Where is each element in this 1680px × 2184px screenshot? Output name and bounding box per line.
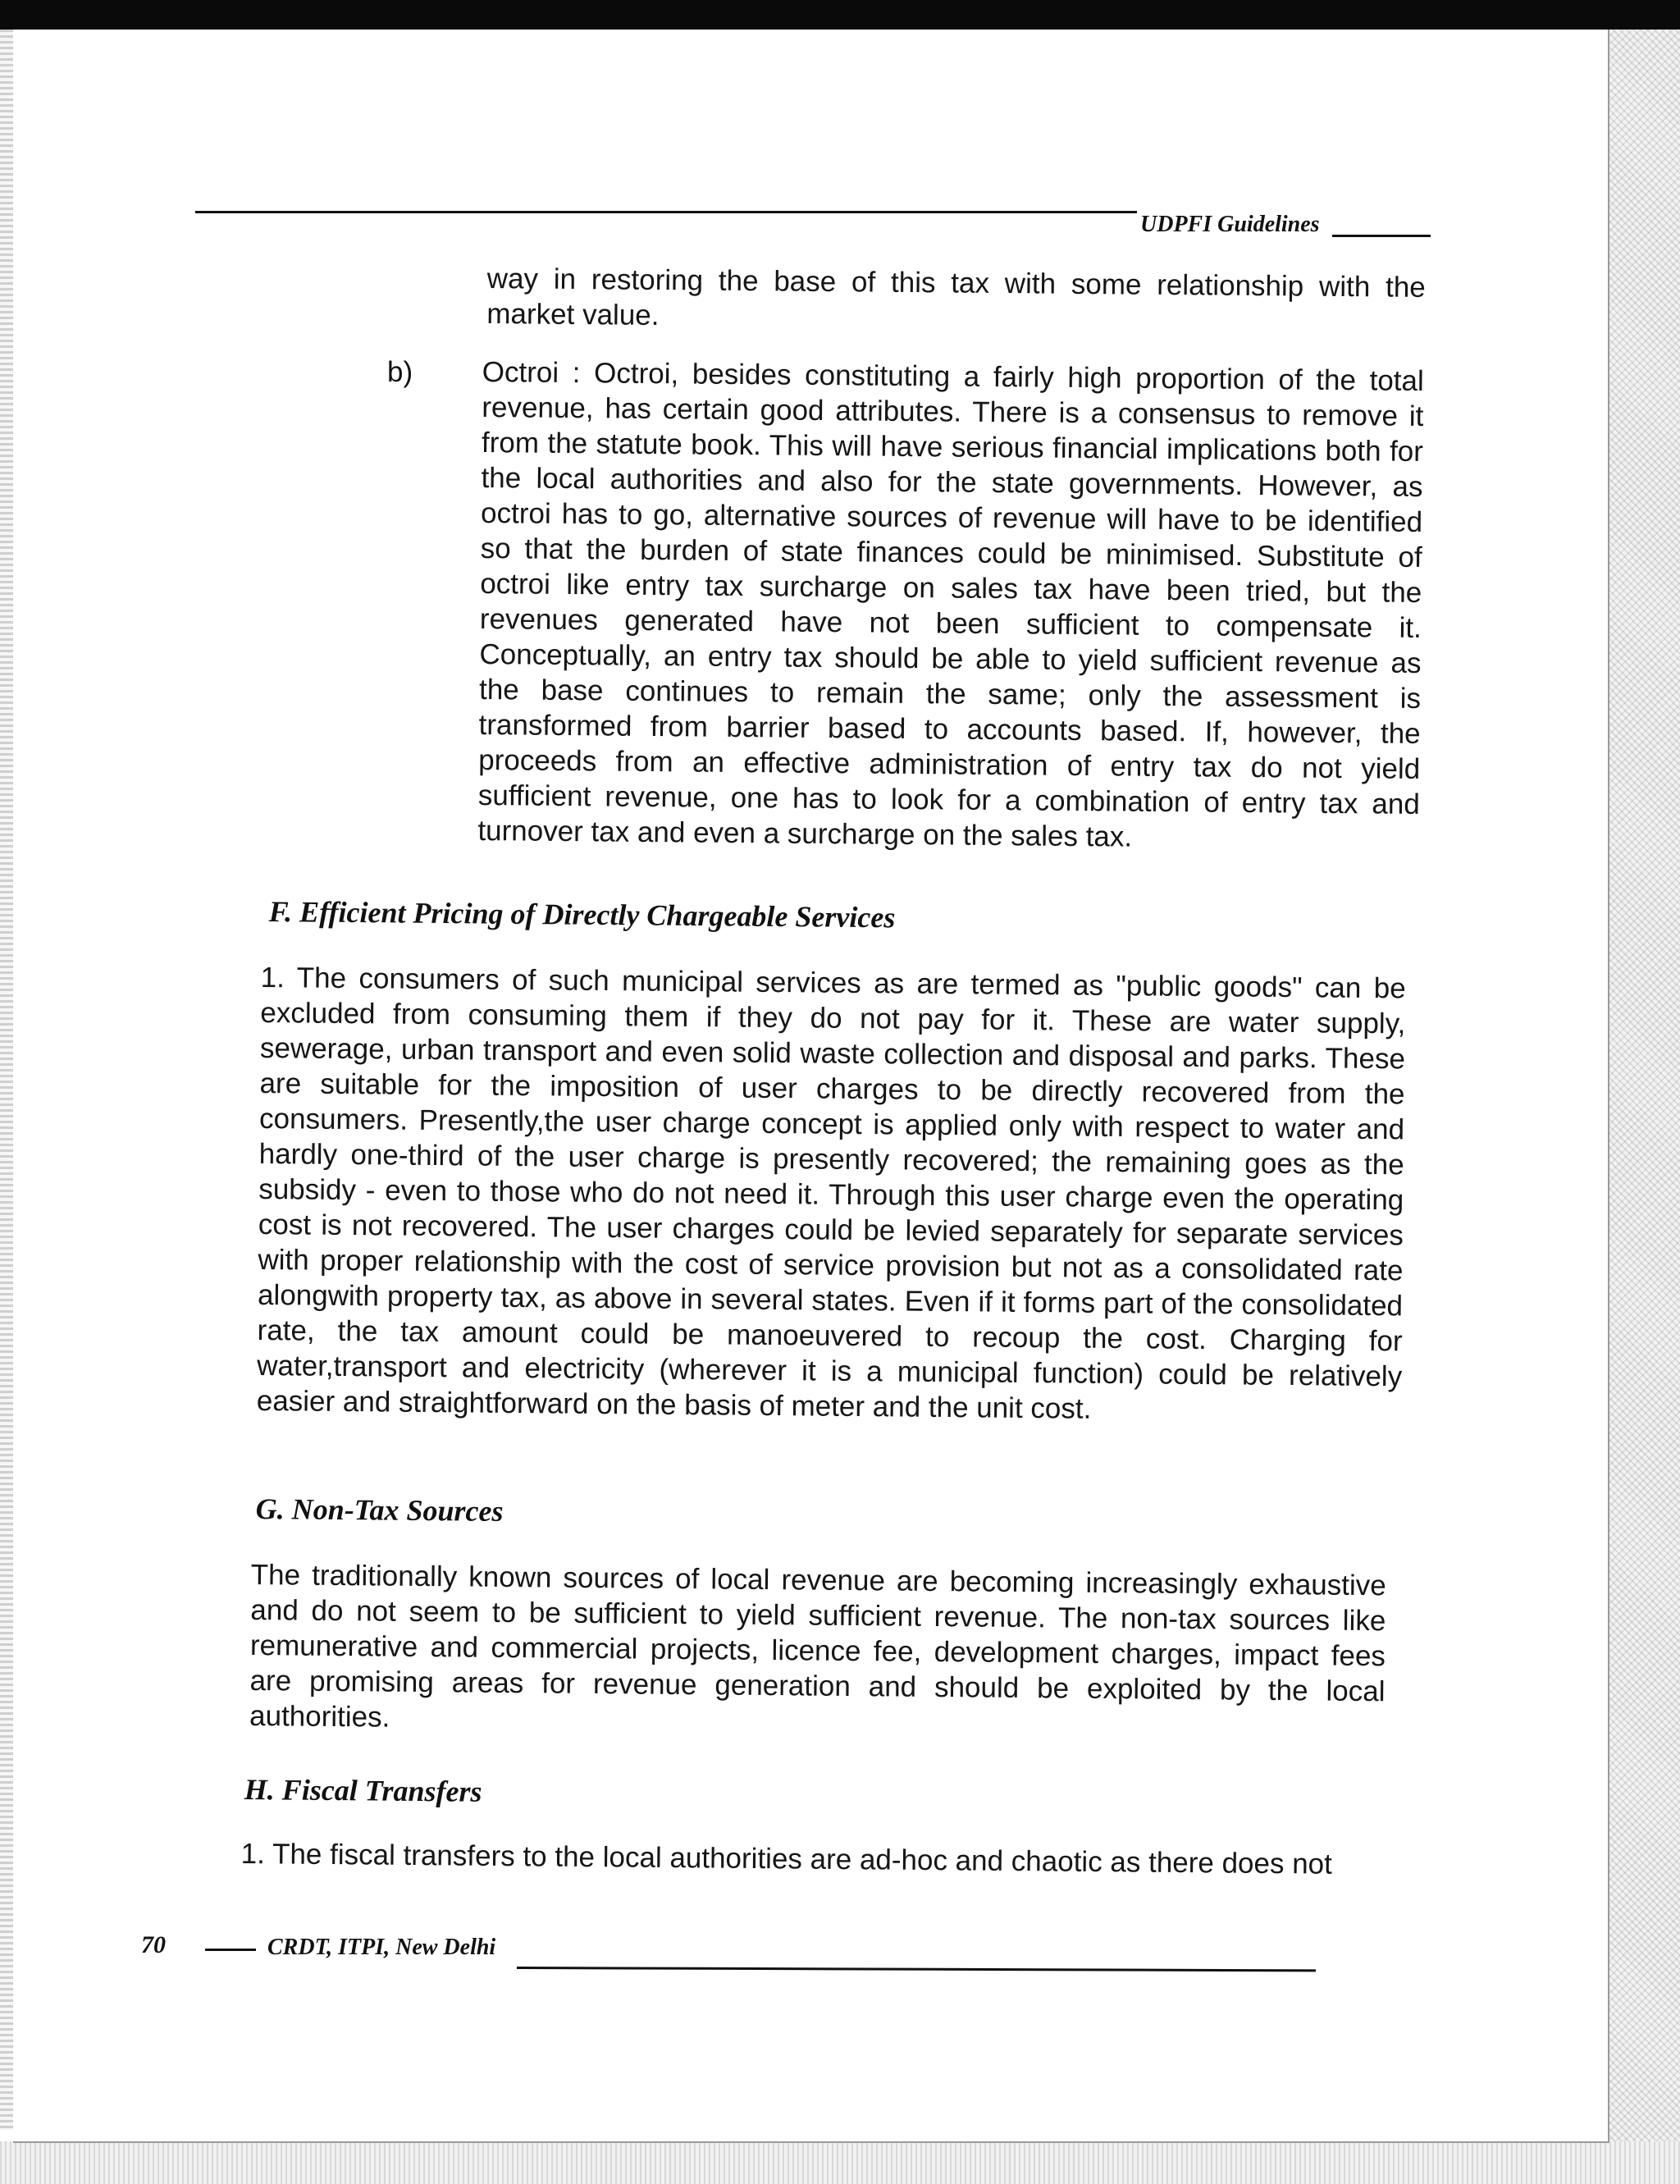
scan-top-border: [0, 0, 1680, 30]
section-g-heading: G. Non-Tax Sources: [255, 1492, 504, 1528]
octroi-paragraph: Octroi : Octroi, besides constituting a fairly high proportion of the total revenue, has certain good attributes. There is a consensus to remove it from the statute book. This will have serious financial implications both for the local authorities and also for the state governments. However, as octroi has to go, alternative sources of revenue will have to be identified so that the burden of state finances could be minimised. Substitute of octroi like entry tax surcharge on sales tax have been tried, but the revenues generated have not been sufficient to compensate it. Conceptually, an entry tax should be able to yield sufficient revenue as the base continues to remain the same; only the assessment is transformed from barrier based to accounts based. If, however, the proceeds from an effective administration of entry tax do not yield sufficient revenue, one has to look for a combination of entry tax and turnover tax and even a surcharge on the sales tax.: [477, 355, 1424, 853]
footer-title: CRDT, ITPI, New Delhi: [267, 1935, 496, 1960]
section-h-paragraph-1: 1. The fiscal transfers to the local authorities are ad-hoc and chaotic as there does not: [240, 1838, 1333, 1880]
section-h-heading: H. Fiscal Transfers: [244, 1773, 482, 1808]
page-number: 70: [141, 1931, 166, 1958]
list-marker-b: b): [387, 356, 413, 388]
header-rule-right: [1332, 235, 1431, 237]
footer-rule-left: [205, 1949, 256, 1951]
scan-right-edge: [1608, 30, 1680, 2184]
header-title: UDPFI Guidelines: [1140, 212, 1320, 237]
scan-left-edge: [0, 30, 13, 2130]
continuation-paragraph: way in restoring the base of this tax with some relationship with the market value.: [486, 262, 1426, 332]
header-rule-left: [195, 211, 1137, 213]
scan-bottom-edge: [0, 2141, 1680, 2184]
section-g-paragraph: The traditionally known sources of local revenue are becoming increasingly exhaustive and do not seem to be sufficient to yield sufficient revenue. The non-tax sources like remunerative and commercial projects, licence fee, development charges, impact fees are promising areas for revenue generation and should be exploited by the local authorities.: [249, 1558, 1386, 1734]
section-f-heading: F. Efficient Pricing of Directly Chargeable Services: [268, 895, 896, 934]
section-f-paragraph-1: 1. The consumers of such municipal services as are termed as "public goods" can be excluded from consuming them if they do not pay for it. These are water supply, sewerage, urban transport and even solid waste collection and disposal and parks. These are suitable for the imposition of user charges to be directly recovered from the consumers. Presently,the user charge concept is applied only with respect to water and hardly one-third of the user charge is presently recovered; the remaining goes as the subsidy - even to those who do not need it. Through this user charge even the operating cost is not recovered. The user charges could be levied separately for separate services with proper relationship with the cost of service provision but not as a consolidated rate alongwith property tax, as above in several states. Even if it forms part of the consolidated rate, the tax amount could be manoeuvered to recoup the cost. Charging for water,transport and electricity (wherever it is a municipal function) could be relatively easier and straightforward on the basis of meter and the unit cost.: [256, 961, 1406, 1425]
